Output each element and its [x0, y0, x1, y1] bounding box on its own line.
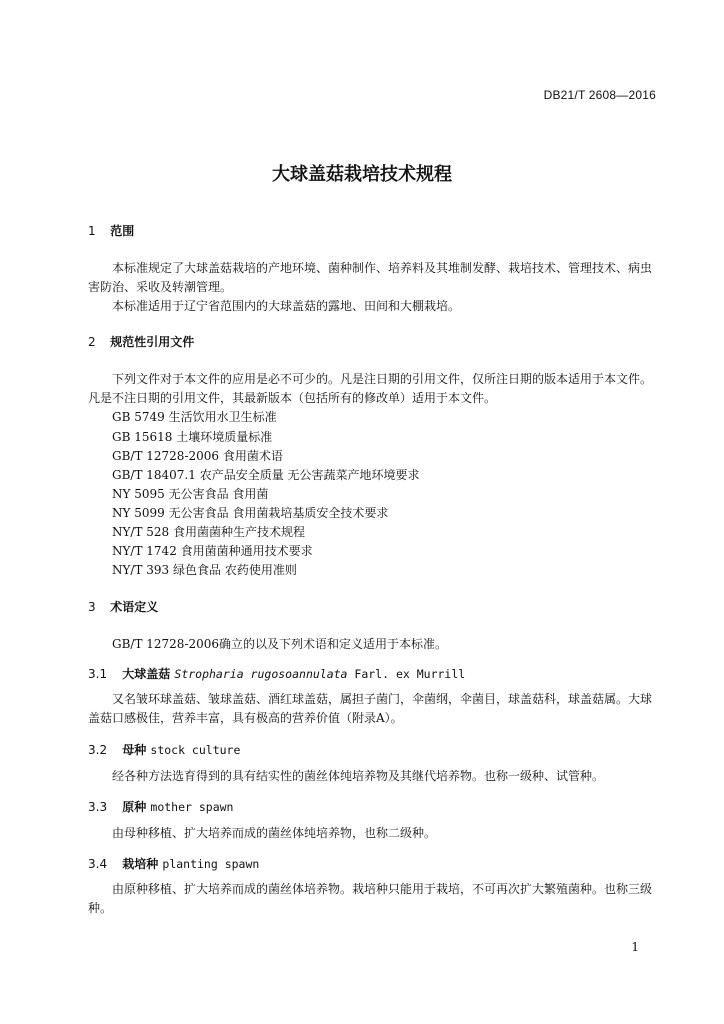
standard-number: DB21/T 2608—2016 [543, 88, 656, 102]
reference-item: NY/T 1742 食用菌菌种通用技术要求 [112, 544, 313, 558]
term-english-name: planting spawn [162, 857, 260, 871]
section-number: 2 [88, 335, 96, 349]
reference-item: NY 5099 无公害食品 食用菌栽培基质安全技术要求 [112, 506, 389, 520]
term-authority: Farl. ex Murrill [347, 667, 466, 681]
reference-item: NY/T 393 绿色食品 农药使用准则 [112, 563, 297, 577]
reference-item: GB/T 12728-2006 食用菌术语 [112, 449, 283, 463]
term-english-name: stock culture [150, 743, 241, 757]
section-number: 1 [88, 224, 96, 238]
term-3-3-heading [88, 798, 233, 815]
section-3-heading [88, 598, 158, 615]
section-title: 范围 [110, 224, 135, 238]
term-number: 3.2 [88, 743, 108, 757]
term-number: 3.3 [88, 800, 108, 814]
reference-item: NY 5095 无公害食品 食用菌 [112, 487, 269, 501]
term-number: 3.1 [88, 667, 108, 681]
term-3-3-definition: 由母种移植、扩大培养而成的菌丝体纯培养物，也称二级种。 [112, 826, 437, 840]
scope-paragraph-2: 本标准适用于辽宁省范围内的大球盖菇的露地、田间和大棚栽培。 [112, 299, 461, 313]
reference-item: GB 5749 生活饮用水卫生标准 [112, 410, 277, 424]
reference-item: GB/T 18407.1 农产品安全质量 无公害蔬菜产地环境要求 [112, 468, 420, 482]
term-chinese-name: 母种 [122, 743, 147, 757]
term-chinese-name: 原种 [122, 800, 147, 814]
term-3-4-heading [88, 855, 259, 872]
term-3-2-definition: 经各种方法选育得到的具有结实性的菌丝体纯培养物及其继代培养物。也称一级种、试管种。 [112, 769, 605, 783]
section-2-heading [88, 333, 194, 350]
term-english-name [174, 667, 465, 681]
term-latin-name: Stropharia rugosoannulata [174, 667, 348, 681]
term-chinese-name: 栽培种 [122, 857, 159, 871]
page-number: 1 [631, 940, 639, 954]
section-1-heading [88, 222, 134, 239]
section-title: 术语定义 [110, 600, 159, 614]
reference-item: NY/T 528 食用菌菌种生产技术规程 [112, 525, 306, 539]
section-title: 规范性引用文件 [110, 335, 195, 349]
term-number: 3.4 [88, 857, 108, 871]
term-3-1-heading [88, 665, 465, 682]
scope-paragraph-1: 本标准规定了大球盖菇栽培的产地环境、菌种制作、培养料及其堆制发酵、栽培技术、管理技术、病虫害防治、采收及转潮管理。 [88, 261, 653, 294]
term-3-1-definition: 又名皱环球盖菇、皱球盖菇、酒红球盖菇，属担子菌门，伞菌纲，伞菌目，球盖菇科，球盖菇属。大球盖菇口感极佳，营养丰富，具有极高的营养价值（附录A）。 [88, 692, 653, 725]
term-3-2-heading [88, 741, 240, 758]
section-number: 3 [88, 600, 96, 614]
term-english-name: mother spawn [150, 800, 234, 814]
document-title: 大球盖菇栽培技术规程 [272, 164, 452, 185]
term-chinese-name: 大球盖菇 [122, 667, 171, 681]
references-intro-paragraph: 下列文件对于本文件的应用是必不可少的。凡是注日期的引用文件，仅所注日期的版本适用于本文件。凡是不注日期的引用文件，其最新版本（包括所有的修改单）适用于本文件。 [88, 372, 653, 405]
reference-item: GB 15618 土壤环境质量标准 [112, 430, 273, 444]
terms-intro-paragraph: GB/T 12728-2006确立的以及下列术语和定义适用于本标准。 [112, 637, 448, 651]
term-3-4-definition: 由原种移植、扩大培养而成的菌丝体培养物。栽培种只能用于栽培，不可再次扩大繁殖菌种。也称三级种。 [88, 882, 653, 915]
